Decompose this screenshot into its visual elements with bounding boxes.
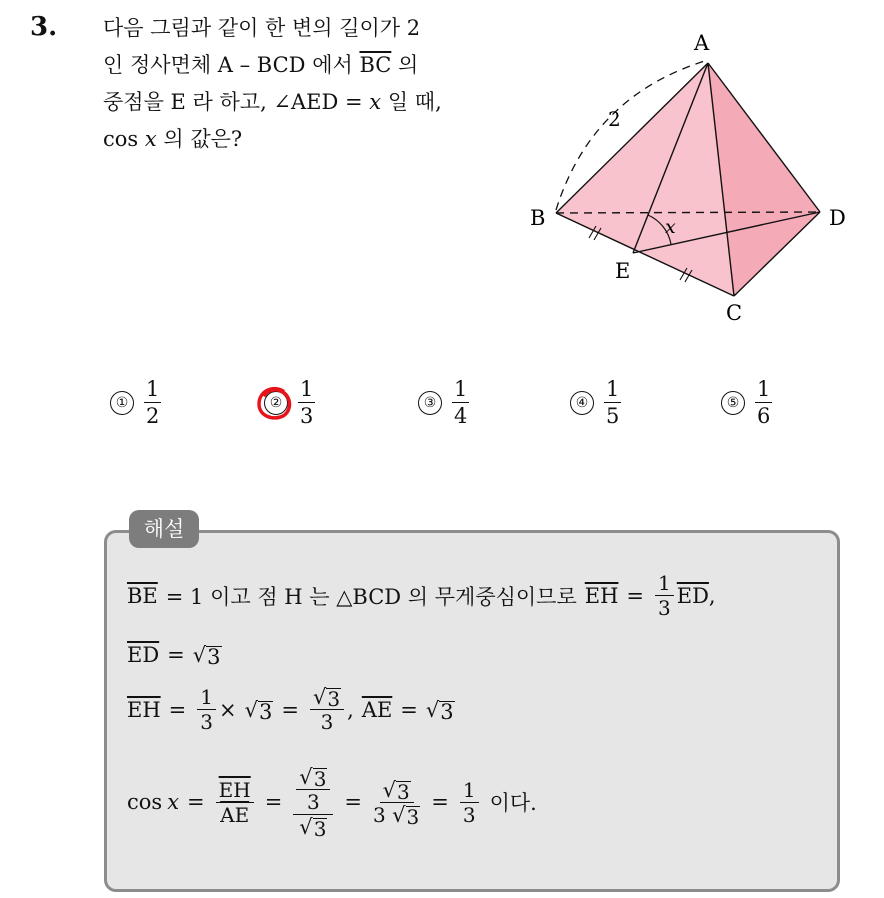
choice-fraction: [452, 376, 469, 429]
question-number: 3.: [30, 12, 58, 42]
fraction-one-third: [655, 571, 674, 620]
choice-5[interactable]: [721, 376, 772, 429]
q-text: cos: [103, 127, 145, 151]
q-text: 의 값은?: [156, 127, 243, 151]
sqrt-3: √ 3: [244, 697, 273, 724]
fraction-eh-over-ae: [216, 778, 254, 827]
fraction-root3-over-3: √ 3 3: [310, 685, 344, 734]
radicand: 3: [259, 699, 273, 724]
radicand: 3: [406, 804, 420, 829]
seg-ed: $\overline{ED}$: [676, 583, 709, 608]
radicand: 3: [313, 817, 327, 841]
label-d: D: [829, 206, 846, 230]
question-line-4: [103, 121, 513, 158]
var-x: x: [144, 127, 157, 151]
solution-line-4: [127, 765, 537, 839]
sol-eq: =: [167, 643, 185, 667]
frac-den: 3: [320, 710, 334, 734]
frac-den: 3: [306, 790, 320, 814]
sol-eq: =: [626, 583, 645, 608]
choice-marker: ③: [418, 391, 442, 415]
sol-eq: =: [168, 697, 187, 722]
choice-fraction: [144, 376, 161, 429]
sol-eq: =: [264, 790, 283, 814]
frac-den: 4: [454, 404, 468, 428]
solution-line-2: [127, 643, 222, 667]
radicand: 3: [207, 645, 221, 669]
label-length: 2: [608, 107, 621, 131]
sol-comma: ,: [708, 583, 716, 608]
frac-den: 2: [146, 404, 160, 428]
tetrahedron-figure: [515, 20, 855, 330]
seg-eh: $\overline{EH}$: [127, 697, 161, 722]
sol-cos: cos: [127, 790, 163, 814]
choice-marker: ②: [264, 391, 288, 415]
frac-num: 1: [606, 377, 620, 401]
fraction-one-third: [197, 685, 216, 734]
frac-den: 3: [300, 404, 314, 428]
question-line-2: [103, 47, 513, 84]
complex-fraction: √ 3 3 √ 3: [293, 765, 333, 839]
seg-eh: $\overline{EH}$: [584, 583, 619, 608]
frac-den: 3: [200, 710, 213, 734]
radicand: 3: [327, 687, 341, 711]
sol-end: 이다.: [489, 791, 537, 815]
sol-eq: =: [187, 790, 205, 814]
choice-fraction: [604, 376, 621, 429]
choice-marker: ④: [570, 391, 594, 415]
sol-eq: =: [344, 790, 363, 814]
solution-line-1: [127, 571, 716, 620]
label-c: C: [726, 301, 743, 325]
frac-den: 3: [462, 802, 476, 827]
solution-line-3: [127, 685, 455, 734]
answer-choices: [0, 376, 884, 446]
sol-eq: =: [281, 697, 299, 722]
sol-comma: ,: [347, 697, 354, 722]
sol-eq: =: [431, 790, 449, 814]
sqrt-3: √ 3: [425, 697, 454, 724]
choice-marker: ⑤: [721, 391, 745, 415]
frac-den: 6: [757, 404, 771, 428]
sol-eq: =: [400, 697, 418, 722]
frac-num: 1: [655, 571, 674, 596]
face-abc: [556, 63, 734, 296]
choice-fraction: [298, 376, 315, 429]
seg-be: $\overline{BE}$: [127, 583, 158, 608]
coef: 3: [373, 802, 386, 827]
choice-4[interactable]: [570, 376, 621, 429]
solution-box: [104, 530, 840, 892]
choice-marker: ①: [110, 391, 134, 415]
frac-num: 1: [757, 377, 771, 401]
solution-tab: 해설: [129, 510, 199, 548]
frac-num: 1: [197, 685, 216, 710]
q-text: 의: [391, 53, 419, 77]
frac-den: 5: [606, 404, 620, 428]
q-text: 일 때,: [381, 90, 442, 114]
sqrt-3: √ 3: [192, 643, 221, 669]
seg-eh: $\overline{EH}$: [216, 778, 254, 803]
fraction-one-third: [460, 778, 479, 827]
frac-den: 3: [658, 596, 671, 620]
label-a: A: [694, 31, 710, 55]
radicand: 3: [440, 699, 454, 724]
seg-ae: $\overline{AE}$: [220, 802, 250, 827]
label-b: B: [530, 206, 546, 230]
sol-text: = 1 이고 점 H 는 △BCD 의 무게중심이므로: [165, 584, 577, 609]
choice-3[interactable]: [418, 376, 469, 429]
label-angle-x: x: [665, 216, 676, 238]
seg-ed: $\overline{ED}$: [127, 643, 160, 667]
choice-fraction: [755, 376, 772, 429]
label-e: E: [615, 259, 631, 283]
question-line-1: 다음 그림과 같이 한 변의 길이가 2: [103, 16, 421, 40]
fraction-root3-over-3root3: √ 3 3 √ 3: [373, 777, 420, 829]
frac-num: 1: [146, 377, 160, 401]
frac-num: 1: [454, 377, 468, 401]
q-text: 중점을 E 라 하고, ∠AED =: [103, 90, 370, 114]
choice-1[interactable]: [110, 376, 161, 429]
seg-ae: $\overline{AE}$: [361, 697, 393, 722]
frac-num: 1: [300, 377, 314, 401]
question-line-3: [103, 84, 513, 121]
segment-bc: $\overline{BC}$: [359, 53, 392, 77]
var-x: x: [167, 790, 180, 814]
q-text: 인 정사면체 A – BCD 에서: [103, 53, 360, 77]
sol-times: ×: [219, 697, 237, 722]
question-text: [103, 10, 513, 158]
radicand: 3: [313, 767, 327, 791]
radicand: 3: [396, 779, 410, 804]
selected-answer-circle-icon: [255, 385, 295, 423]
frac-num: 1: [460, 778, 479, 803]
var-x: x: [369, 90, 382, 114]
